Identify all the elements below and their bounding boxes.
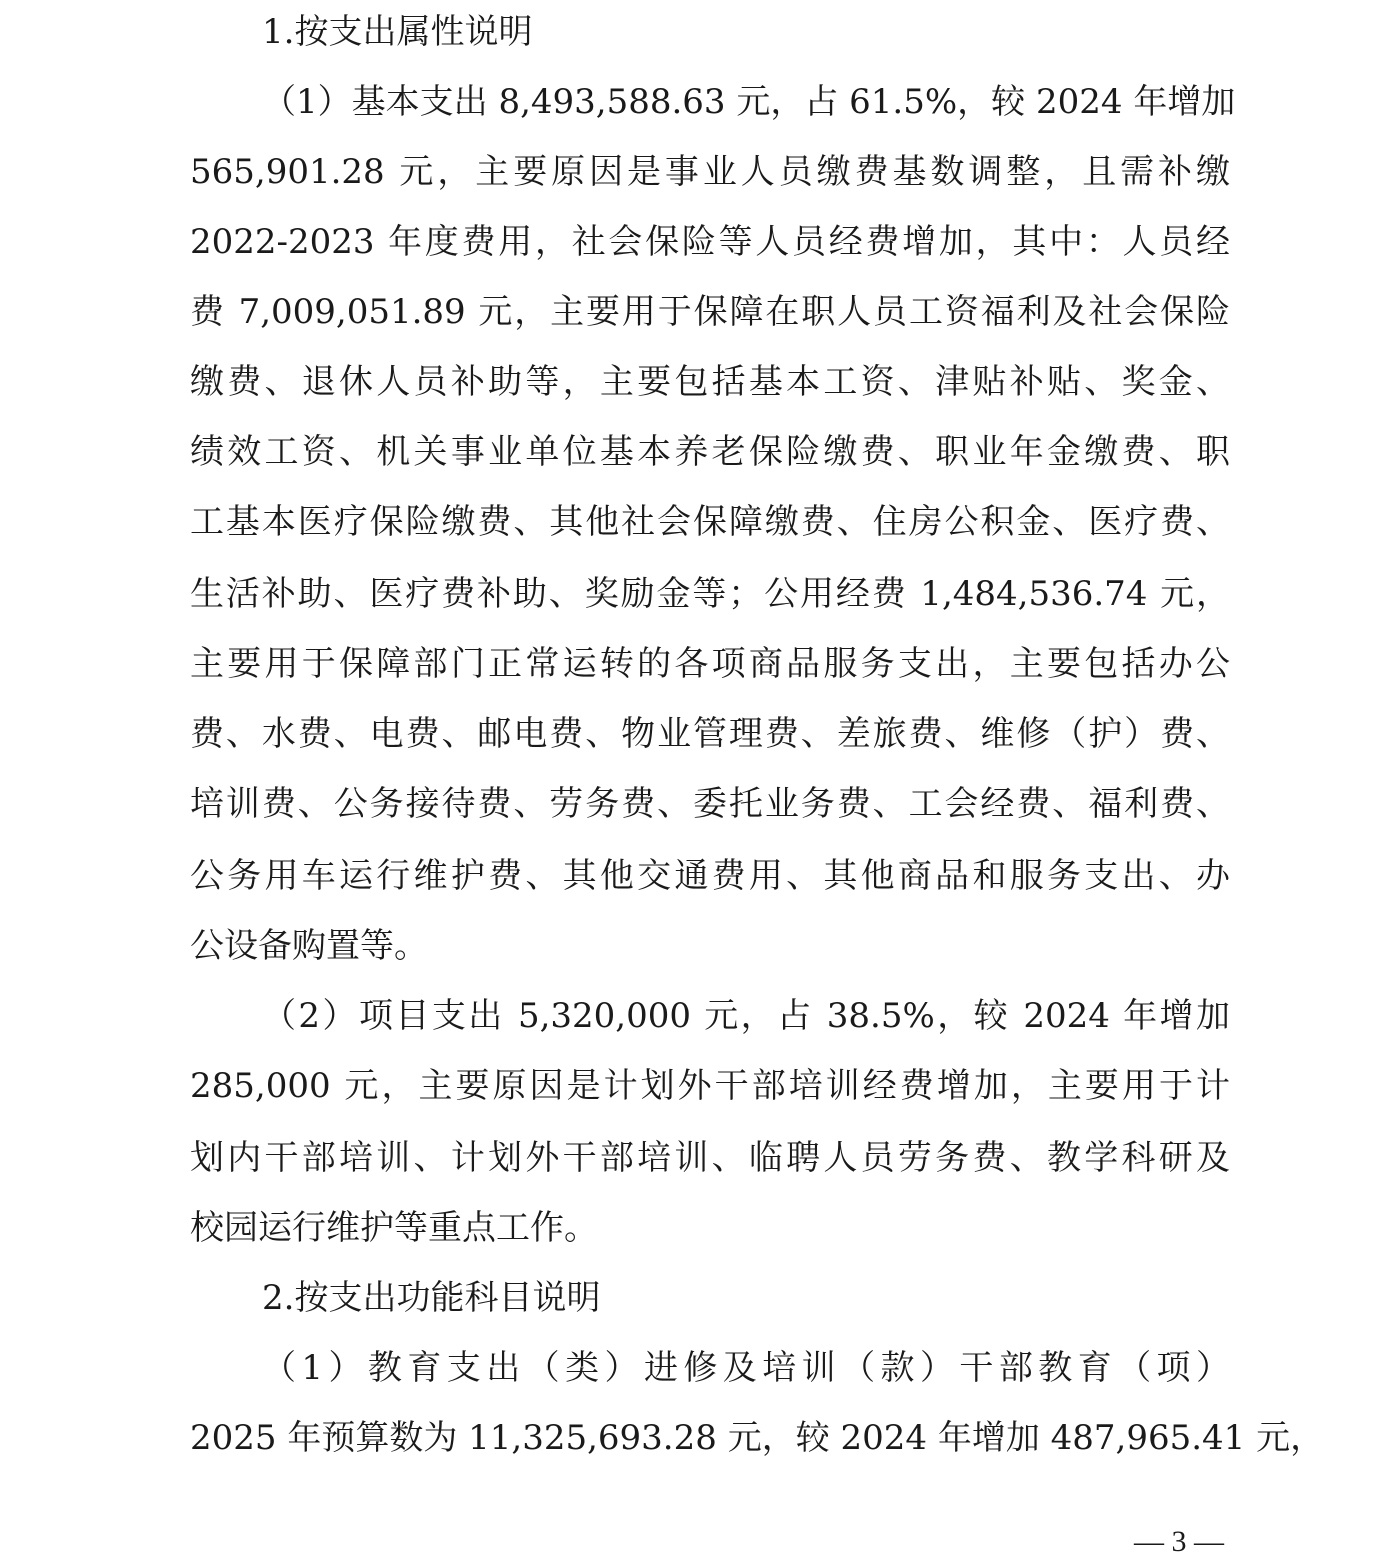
paragraph-line: 2022-2023 年度费用，社会保险等人员经费增加，其中：人员经 (190, 222, 1230, 262)
paragraph-line: 公务用车运行维护费、其他交通费用、其他商品和服务支出、办 (190, 856, 1230, 896)
paragraph-line: 工基本医疗保险缴费、其他社会保障缴费、住房公积金、医疗费、 (190, 502, 1230, 542)
paragraph-line: 2025 年预算数为 11,325,693.28 元，较 2024 年增加 487,965.41 元， (190, 1418, 1325, 1458)
paragraph-line: 285,000 元，主要原因是计划外干部培训经费增加，主要用于计 (190, 1066, 1230, 1106)
paragraph-line: 费 7,009,051.89 元，主要用于保障在职人员工资福利及社会保险 (190, 292, 1230, 332)
paragraph-line: 生活补助、医疗费补助、奖励金等；公用经费 1,484,536.74 元， (190, 574, 1230, 614)
paragraph-line: 划内干部培训、计划外干部培训、临聘人员劳务费、教学科研及 (190, 1138, 1230, 1178)
paragraph-line: 主要用于保障部门正常运转的各项商品服务支出，主要包括办公 (190, 644, 1230, 684)
paragraph-line: 校园运行维护等重点工作。 (190, 1208, 598, 1248)
page-number: — 3 — (1134, 1525, 1224, 1558)
section-1-heading: 1.按支出属性说明 (262, 12, 533, 52)
paragraph-line: 565,901.28 元，主要原因是事业人员缴费基数调整，且需补缴 (190, 152, 1230, 192)
paragraph-line: 公设备购置等。 (190, 926, 428, 966)
paragraph-line: （2）项目支出 5,320,000 元，占 38.5%，较 2024 年增加 (262, 996, 1230, 1036)
paragraph-line: 费、水费、电费、邮电费、物业管理费、差旅费、维修（护）费、 (190, 714, 1230, 754)
paragraph-line: （1）基本支出 8,493,588.63 元，占 61.5%，较 2024 年增加 (262, 82, 1236, 122)
paragraph-line: 缴费、退休人员补助等，主要包括基本工资、津贴补贴、奖金、 (190, 362, 1230, 402)
paragraph-line: （1）教育支出（类）进修及培训（款）干部教育（项） (262, 1348, 1230, 1388)
section-2-heading: 2.按支出功能科目说明 (262, 1278, 601, 1318)
paragraph-line: 绩效工资、机关事业单位基本养老保险缴费、职业年金缴费、职 (190, 432, 1230, 472)
paragraph-line: 培训费、公务接待费、劳务费、委托业务费、工会经费、福利费、 (190, 784, 1230, 824)
